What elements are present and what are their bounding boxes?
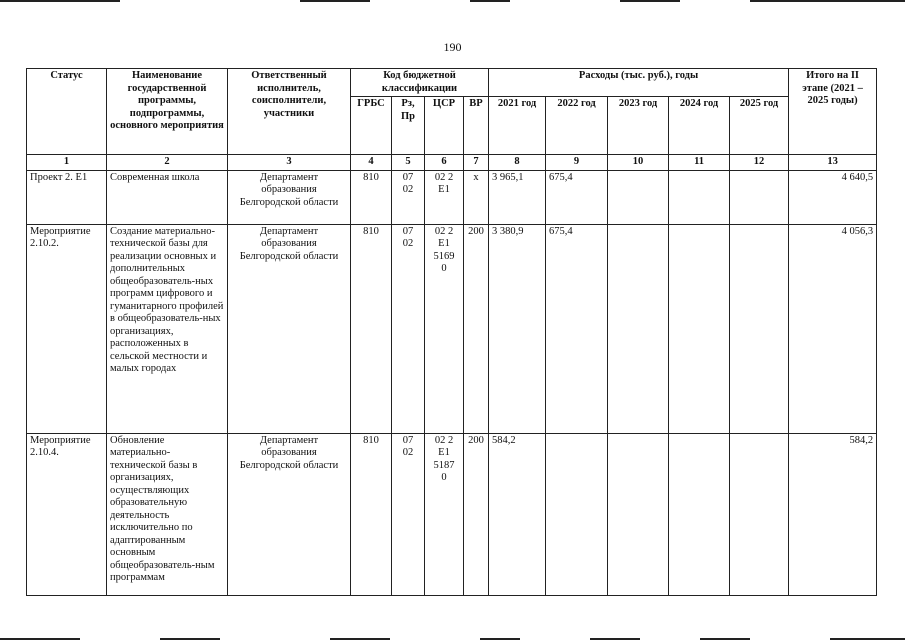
header-2021: 2021 год [489, 97, 546, 155]
cell-responsible: Департамент образования Белгородской области [228, 224, 351, 433]
column-number: 2 [107, 155, 228, 171]
budget-table [26, 68, 877, 596]
header-budget-code: Код бюджетной классификации [351, 69, 489, 97]
scan-top-line [620, 0, 680, 2]
header-row [27, 69, 877, 97]
cell-2021: 584,2 [489, 433, 546, 595]
column-number: 11 [669, 155, 730, 171]
header-expenses: Расходы (тыс. руб.), годы [489, 69, 789, 97]
table-row [27, 170, 877, 224]
cell-2022 [546, 433, 608, 595]
column-number: 13 [789, 155, 877, 171]
cell-responsible: Департамент образования Белгородской области [228, 170, 351, 224]
cell-csr: 02 2 Е1 5187 0 [425, 433, 464, 595]
column-number: 6 [425, 155, 464, 171]
column-number: 1 [27, 155, 107, 171]
column-number: 3 [228, 155, 351, 171]
cell-status: Мероприятие 2.10.4. [27, 433, 107, 595]
cell-total: 584,2 [789, 433, 877, 595]
cell-csr: 02 2 Е1 [425, 170, 464, 224]
scan-top-line [300, 0, 370, 2]
cell-2023 [608, 170, 669, 224]
cell-2021: 3 380,9 [489, 224, 546, 433]
cell-2025 [730, 433, 789, 595]
cell-rzpr: 07 02 [392, 433, 425, 595]
header-2023: 2023 год [608, 97, 669, 155]
cell-2022: 675,4 [546, 224, 608, 433]
column-number: 7 [464, 155, 489, 171]
cell-rzpr: 07 02 [392, 224, 425, 433]
scan-top-line [750, 0, 905, 2]
scan-top-line [0, 0, 120, 2]
cell-2023 [608, 433, 669, 595]
scan-top-line [470, 0, 510, 2]
column-number: 9 [546, 155, 608, 171]
cell-vr: 200 [464, 224, 489, 433]
column-number: 4 [351, 155, 392, 171]
header-2022: 2022 год [546, 97, 608, 155]
table-row [27, 224, 877, 433]
cell-2023 [608, 224, 669, 433]
cell-vr: 200 [464, 433, 489, 595]
table-row [27, 433, 877, 595]
cell-grbs: 810 [351, 170, 392, 224]
cell-vr: х [464, 170, 489, 224]
header-name: Наименование государственной программы, подпрограммы, основного мероприятия [107, 69, 228, 155]
cell-2025 [730, 224, 789, 433]
cell-name: Обновление материально-технической базы в организациях, осуществляющих образовательную деятельность исключительно по адаптированным основным общеобразователь-ным программам [107, 433, 228, 595]
cell-csr: 02 2 Е1 5169 0 [425, 224, 464, 433]
cell-2022: 675,4 [546, 170, 608, 224]
cell-total: 4 640,5 [789, 170, 877, 224]
cell-responsible: Департамент образования Белгородской области [228, 433, 351, 595]
column-number: 8 [489, 155, 546, 171]
header-grbs: ГРБС [351, 97, 392, 155]
page-number: 190 [443, 40, 462, 54]
cell-2024 [669, 170, 730, 224]
cell-2024 [669, 224, 730, 433]
cell-total: 4 056,3 [789, 224, 877, 433]
cell-grbs: 810 [351, 224, 392, 433]
cell-2024 [669, 433, 730, 595]
cell-rzpr: 07 02 [392, 170, 425, 224]
cell-2021: 3 965,1 [489, 170, 546, 224]
column-number: 5 [392, 155, 425, 171]
cell-name: Создание материально-технической базы для реализации основных и дополнительных общеобразователь-ных программ цифрового и гуманитарного профилей в общеобразователь-ных организациях, расположенных в сельской местности и малых городах [107, 224, 228, 433]
header-rzpr: Рз, Пр [392, 97, 425, 155]
cell-name: Современная школа [107, 170, 228, 224]
header-csr: ЦСР [425, 97, 464, 155]
header-vr: ВР [464, 97, 489, 155]
cell-grbs: 810 [351, 433, 392, 595]
header-status: Статус [27, 69, 107, 155]
header-2024: 2024 год [669, 97, 730, 155]
column-number: 10 [608, 155, 669, 171]
cell-status: Мероприятие 2.10.2. [27, 224, 107, 433]
column-number: 12 [730, 155, 789, 171]
header-2025: 2025 год [730, 97, 789, 155]
header-total: Итого на II этапе (2021 – 2025 годы) [789, 69, 877, 155]
cell-2025 [730, 170, 789, 224]
column-number-row [27, 155, 877, 171]
cell-status: Проект 2. Е1 [27, 170, 107, 224]
header-responsible: Ответственный исполнитель, соисполнители, участники [228, 69, 351, 155]
